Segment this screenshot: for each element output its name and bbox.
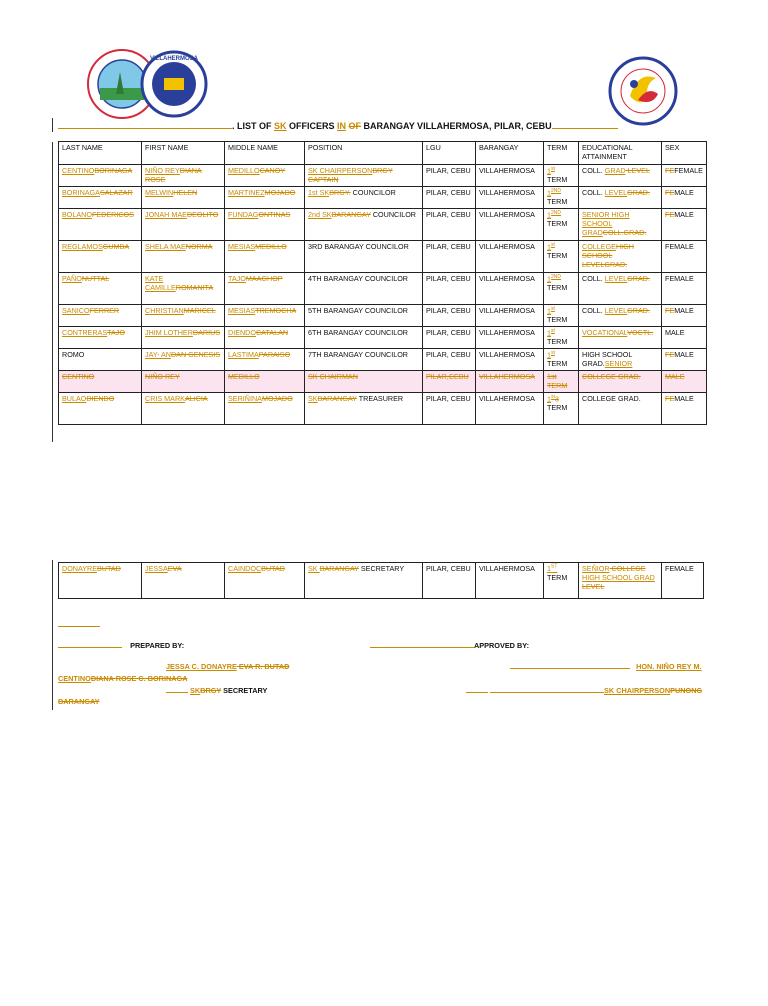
term-cell: 1ST TERM — [544, 563, 579, 599]
term-cell: 1st TERM — [544, 305, 579, 327]
position-cell: 3RD BARANGAY COUNCILOR — [305, 241, 423, 273]
last-name-cell: REGLAMOSGUMBA — [59, 241, 142, 273]
barangay-cell: VILLAHERMOSA — [476, 305, 544, 327]
first-name-cell: JAY- ANDAN GENESIS — [142, 349, 225, 371]
sex-cell: FEMALE — [662, 209, 707, 241]
sex-cell: MALE — [662, 327, 707, 349]
first-cell: NIÑO REY — [142, 371, 225, 393]
sex-cell: FEMALE — [662, 393, 707, 425]
document-title — [58, 120, 658, 131]
barangay-cell: VILLAHERMOSA — [476, 165, 544, 187]
column-header: BARANGAY — [476, 142, 544, 165]
term-cell: $1^{2ND}$ TERM — [544, 209, 579, 241]
last-name-cell: SANICOFERRER — [59, 305, 142, 327]
education-cell: SEÑIOR COLLEGE HIGH SCHOOL GRAD LEVEL — [579, 563, 662, 599]
table-row — [59, 241, 707, 273]
first-name-cell: SHELA MAENORMA — [142, 241, 225, 273]
education-cell: COLLEGEHIGH SCHOOL LEVELGRAD. — [579, 241, 662, 273]
middle-name-cell: FUNDAGONTINAS — [225, 209, 305, 241]
barangay-seal-logos — [86, 48, 208, 120]
barangay-cell: VILLAHERMOSA — [476, 273, 544, 305]
signature-stray-line — [58, 620, 100, 629]
term-cell: 1st TERM — [544, 241, 579, 273]
title-deletion: OF — [348, 121, 362, 131]
lgu-cell: PILAR, CEBU — [423, 305, 476, 327]
term-cell: $1^{2ND}$ TERM — [544, 187, 579, 209]
education-cell: COLL. GRAD LEVEL — [579, 165, 662, 187]
sex-cell: FEFEMALE — [662, 165, 707, 187]
middle-name-cell: CAINDOCBUTAD — [225, 563, 305, 599]
position-cell: SK CHAIRPERSONBRGY CAPTAIN — [305, 165, 423, 187]
column-header: EDUCATIONAL ATTAINMENT — [579, 142, 662, 165]
last-cell: CENTINO — [59, 371, 142, 393]
lgu-cell: PILAR, CEBU — [423, 273, 476, 305]
term-cell: 1st3 TERM — [544, 393, 579, 425]
column-header: FIRST NAME — [142, 142, 225, 165]
table-row — [59, 165, 707, 187]
education-cell: COLL. LEVELGRAD. — [579, 273, 662, 305]
column-header: LAST NAME — [59, 142, 142, 165]
position-cell: SK BARANGAY SECRETARY — [305, 563, 423, 599]
margin-change-bar — [52, 560, 53, 710]
lgu-cell: PILAR, CEBU — [423, 165, 476, 187]
sex-cell: FEMALE — [662, 273, 707, 305]
margin-change-bar — [52, 118, 53, 132]
title-text: . LIST OF — [232, 121, 274, 131]
middle-name-cell: LASTIMAPARAISO — [225, 349, 305, 371]
last-name-cell: CENTINOBORINAGA — [59, 165, 142, 187]
last-name-cell: PAÑONUTTAL — [59, 273, 142, 305]
approved-by — [370, 641, 529, 650]
pos-cell: SK CHAIRMAN — [305, 371, 423, 393]
position-cell: 5TH BARANGAY COUNCILOR — [305, 305, 423, 327]
lgu-cell: PILAR, CEBU — [423, 393, 476, 425]
title-text: OFFICERS — [286, 121, 338, 131]
position-cell: 6TH BARANGAY COUNCILOR — [305, 327, 423, 349]
term-cell: 1st TERM — [544, 371, 579, 393]
term-cell: 1st TERM — [544, 165, 579, 187]
position-cell: 4TH BARANGAY COUNCILOR — [305, 273, 423, 305]
last-name-cell: CONTRERASTAJO — [59, 327, 142, 349]
lgu-cell: PILAR,CEBU — [423, 371, 476, 393]
sex-cell: FEMALE — [662, 241, 707, 273]
officers-table — [58, 141, 707, 425]
approver-role-line2: BARANGAY — [58, 697, 100, 706]
barangay-cell: VILLAHERMOSA — [476, 327, 544, 349]
last-name-cell: BORINAGASALAZAR — [59, 187, 142, 209]
column-header: SEX — [662, 142, 707, 165]
last-name-cell: DONAYREBUTAD — [59, 563, 142, 599]
table-row — [59, 371, 707, 393]
education-cell: COLLEGE GRAD. — [579, 393, 662, 425]
education-cell: SENIOR HIGH SCHOOL GRADCOLL.GRAD. — [579, 209, 662, 241]
table-header-row — [59, 142, 707, 165]
title-blank-line — [58, 120, 232, 129]
brgy-cell: VILLAHERMOSA — [476, 371, 544, 393]
title-text: BARANGAY VILLAHERMOSA, PILAR, CEBU — [361, 121, 552, 131]
last-name-cell: ROMO — [59, 349, 142, 371]
column-header: POSITION — [305, 142, 423, 165]
position-cell: SKBARANGAY TREASURER — [305, 393, 423, 425]
title-insert: IN — [337, 121, 347, 131]
middle-name-cell: MESIASTREMOCHA — [225, 305, 305, 327]
first-name-cell: CHRISTIANMARICEL — [142, 305, 225, 327]
position-cell: 2nd SKBARANGAY COUNCILOR — [305, 209, 423, 241]
prepared-by-label: PREPARED BY: — [130, 641, 185, 650]
education-cell: COLL. LEVELGRAD. — [579, 187, 662, 209]
approver-role: SK CHAIRPERSONPUNONG — [466, 686, 702, 695]
education-cell: COLL. LEVELGRAD. — [579, 305, 662, 327]
table-row — [59, 327, 707, 349]
edu-cell: COLLEGE GRAD. — [579, 371, 662, 393]
barangay-cell: VILLAHERMOSA — [476, 241, 544, 273]
first-name-cell: MELWINHELEN — [142, 187, 225, 209]
lgu-cell: PILAR, CEBU — [423, 241, 476, 273]
first-name-cell: JESSAEVA — [142, 563, 225, 599]
preparer-role: SKBRGY SECRETARY — [166, 686, 267, 695]
first-name-cell: JHIM LOTHERDARIUS — [142, 327, 225, 349]
lgu-cell: PILAR, CEBU — [423, 327, 476, 349]
svg-text:VILLAHERMOSA: VILLAHERMOSA — [150, 56, 198, 62]
middle-name-cell: DIENDOCATALAN — [225, 327, 305, 349]
sex-cell: MALE — [662, 371, 707, 393]
sex-cell: FEMALE — [662, 563, 704, 599]
approver-name: HON. NIÑO REY M. — [510, 662, 702, 671]
margin-change-bar — [52, 142, 53, 442]
table-row — [59, 273, 707, 305]
term-cell: 1st TERM — [544, 327, 579, 349]
title-blank-line — [552, 120, 618, 129]
column-header: TERM — [544, 142, 579, 165]
table-row — [59, 209, 707, 241]
secretary-table — [58, 562, 704, 639]
sex-cell: FEMALE — [662, 349, 707, 371]
last-name-cell: BULAODIENDO — [59, 393, 142, 425]
sangguniang-kabataan-logo — [608, 56, 678, 126]
term-cell: 1st TERM — [544, 349, 579, 371]
preparer-name: JESSA C. DONAYRE EVA R. BUTAD — [166, 662, 290, 671]
table-row — [59, 563, 704, 599]
column-header: LGU — [423, 142, 476, 165]
lgu-cell: PILAR, CEBU — [423, 349, 476, 371]
last-name-cell: BOLANOFEDERICOS — [59, 209, 142, 241]
middle-name-cell: SERIÑINAMOJADO — [225, 393, 305, 425]
preparer-name-line2: CENTINODIANA ROSE C. BORINAGA — [58, 674, 188, 683]
sex-cell: FEMALE — [662, 305, 707, 327]
table-row — [59, 349, 707, 371]
lgu-cell: PILAR, CEBU — [423, 563, 476, 599]
first-name-cell: JONAH MAEDEOLITO — [142, 209, 225, 241]
title-insert: SK — [274, 121, 287, 131]
table-row — [59, 187, 707, 209]
education-cell: VOCATIONALVOCTL. — [579, 327, 662, 349]
first-name-cell: NIÑO REYDIANA ROSE — [142, 165, 225, 187]
barangay-cell: VILLAHERMOSA — [476, 209, 544, 241]
table-row-empty — [59, 599, 704, 639]
middle-name-cell: MEDILLOCANOY — [225, 165, 305, 187]
middle-name-cell: MESIASMEDILLO — [225, 241, 305, 273]
education-cell: HIGH SCHOOL GRAD.SENIOR — [579, 349, 662, 371]
middle-cell: MEDILLO — [225, 371, 305, 393]
first-name-cell: KATE CAMILLEROMANITA — [142, 273, 225, 305]
lgu-cell: PILAR, CEBU — [423, 187, 476, 209]
table-row — [59, 305, 707, 327]
column-header: MIDDLE NAME — [225, 142, 305, 165]
barangay-cell: VILLAHERMOSA — [476, 349, 544, 371]
position-cell: 1st SKBRGY. COUNCILOR — [305, 187, 423, 209]
sex-cell: FEMALE — [662, 187, 707, 209]
middle-name-cell: TAJOMAAGHOP — [225, 273, 305, 305]
approved-by-label: APPROVED BY: — [474, 641, 530, 650]
empty-row — [59, 599, 704, 639]
term-cell: $1^{2ND}$ TERM — [544, 273, 579, 305]
middle-name-cell: MARTINEZMOJADO — [225, 187, 305, 209]
barangay-cell: VILLAHERMOSA — [476, 393, 544, 425]
barangay-cell: VILLAHERMOSA — [476, 563, 544, 599]
position-cell: 7TH BARANGAY COUNCILOR — [305, 349, 423, 371]
first-name-cell: CRIS MARKALICIA — [142, 393, 225, 425]
prepared-by — [58, 641, 184, 650]
table-row — [59, 393, 707, 425]
lgu-cell: PILAR, CEBU — [423, 209, 476, 241]
barangay-cell: VILLAHERMOSA — [476, 187, 544, 209]
